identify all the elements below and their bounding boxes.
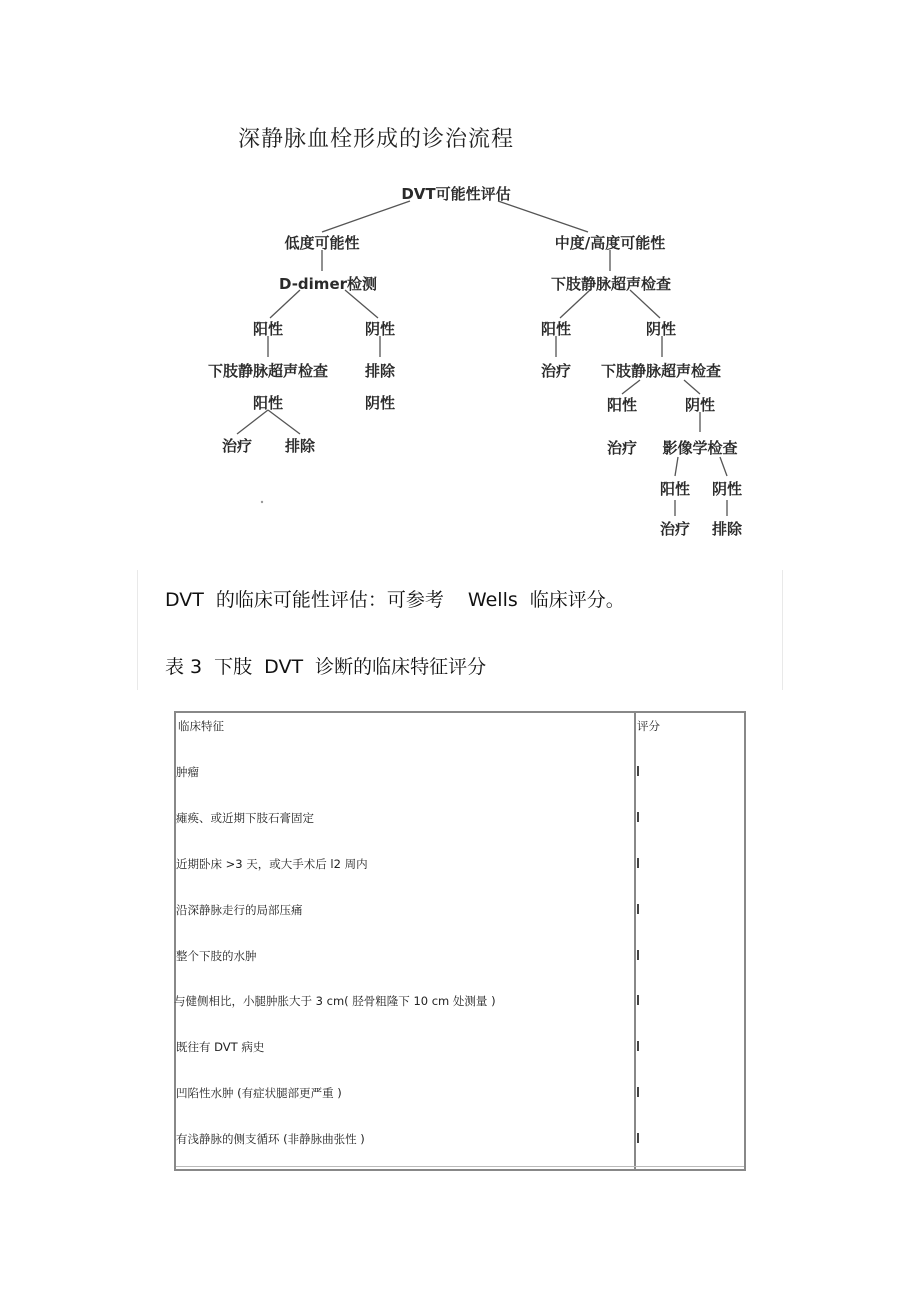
node-imaging-exclude: 排除 bbox=[711, 520, 743, 538]
page-title: 深静脉血栓形成的诊治流程 bbox=[238, 127, 515, 152]
table-row-score bbox=[637, 995, 639, 1005]
table-row-feature: 肿瘤 bbox=[176, 765, 199, 779]
table-row-score bbox=[637, 1041, 639, 1051]
node-low-negative: 阴性 bbox=[364, 320, 396, 338]
wells-paragraph bbox=[165, 585, 625, 612]
text-dvt: DVT bbox=[165, 589, 204, 611]
connector-us-pos bbox=[622, 380, 640, 394]
table-row-feature: 沿深静脉走行的局部压痛 bbox=[176, 903, 303, 917]
text-clinical-score: 临床评分。 bbox=[529, 589, 625, 611]
table-row-score bbox=[637, 812, 639, 822]
node-low-neg-result: 阴性 bbox=[364, 394, 396, 412]
connector-imaging-pos bbox=[675, 457, 678, 476]
node-imaging-treat: 治疗 bbox=[659, 520, 691, 538]
connector-mid-pos bbox=[560, 290, 590, 318]
table-row-feature: 与健侧相比，小腿肿胀大于 3 cm( 胫骨粗隆下 10 cm 处测量 ) bbox=[174, 994, 496, 1008]
header-clinical-feature: 临床特征 bbox=[178, 719, 224, 733]
margin-rule-left bbox=[137, 570, 138, 690]
node-low-treat: 治疗 bbox=[221, 437, 253, 455]
text-wells: Wells bbox=[467, 589, 518, 611]
node-mid-us-pos-treat: 治疗 bbox=[606, 439, 638, 457]
caption-lower-limb: 下肢 bbox=[214, 656, 253, 678]
connector-us-neg bbox=[684, 380, 700, 394]
node-low-us-positive: 阳性 bbox=[252, 394, 284, 412]
table-row-feature: 凹陷性水肿 (有症状腿部更严重 ) bbox=[176, 1086, 342, 1100]
table-row-score bbox=[637, 858, 639, 868]
node-low-probability: 低度可能性 bbox=[284, 234, 360, 252]
node-imaging: 影像学检查 bbox=[662, 439, 738, 457]
node-mid-treat: 治疗 bbox=[540, 362, 572, 380]
header-score: 评分 bbox=[637, 719, 660, 733]
table-row-score bbox=[637, 950, 639, 960]
margin-rule-right bbox=[782, 570, 783, 690]
column-divider bbox=[634, 713, 636, 1169]
connector-pos-treat bbox=[237, 410, 268, 434]
table-caption bbox=[165, 652, 486, 679]
table-row-score bbox=[637, 766, 639, 776]
text-assessment: 的临床可能性评估：可参考 bbox=[215, 589, 444, 611]
node-imaging-negative: 阴性 bbox=[711, 480, 743, 498]
caption-title: 诊断的临床特征评分 bbox=[315, 656, 487, 678]
node-mid-ultrasound: 下肢静脉超声检查 bbox=[550, 275, 672, 293]
table-row-feature: 瘫痪、或近期下肢石膏固定 bbox=[176, 811, 314, 825]
node-ddimer-test: D-dimer检测 bbox=[278, 275, 378, 293]
connector-pos-exclude bbox=[268, 410, 300, 434]
connector-root-low bbox=[322, 201, 410, 232]
connector-mid-neg bbox=[630, 290, 660, 318]
node-mid-positive: 阳性 bbox=[540, 320, 572, 338]
table-row-score bbox=[637, 1133, 639, 1143]
flowchart bbox=[0, 0, 920, 560]
table-row-feature: 整个下肢的水肿 bbox=[176, 949, 257, 963]
table-bottom-rule bbox=[176, 1166, 744, 1167]
node-mid-ultrasound-2: 下肢静脉超声检查 bbox=[600, 362, 722, 380]
node-low-pos-exclude: 排除 bbox=[284, 437, 316, 455]
wells-score-table bbox=[174, 711, 746, 1171]
table-row-feature: 有浅静脉的侧支循环 (非静脉曲张性 ) bbox=[176, 1132, 365, 1146]
flowchart-connectors bbox=[0, 0, 920, 560]
node-low-exclude: 排除 bbox=[364, 362, 396, 380]
table-row-score bbox=[637, 904, 639, 914]
caption-dvt: DVT bbox=[264, 656, 304, 678]
node-low-positive: 阳性 bbox=[252, 320, 284, 338]
table-row-score bbox=[637, 1087, 639, 1097]
node-low-ultrasound: 下肢静脉超声检查 bbox=[207, 362, 329, 380]
node-root: DVT可能性评估 bbox=[401, 185, 511, 203]
node-mid-us-negative: 阴性 bbox=[684, 396, 716, 414]
node-imaging-positive: 阳性 bbox=[659, 480, 691, 498]
table-row-feature: 近期卧床 >3 天，或大手术后 l2 周内 bbox=[176, 857, 368, 871]
connector-test-neg bbox=[345, 290, 378, 318]
node-mid-negative: 阴性 bbox=[645, 320, 677, 338]
node-mid-us-positive: 阳性 bbox=[606, 396, 638, 414]
node-mid-high-probability: 中度/高度可能性 bbox=[554, 234, 666, 252]
connector-imaging-neg bbox=[720, 457, 727, 476]
caption-table-number: 表 3 bbox=[165, 656, 203, 678]
connector-root-mid bbox=[498, 201, 588, 232]
table-row-feature: 既往有 DVT 病史 bbox=[176, 1040, 265, 1054]
connector-test-pos bbox=[270, 290, 300, 318]
